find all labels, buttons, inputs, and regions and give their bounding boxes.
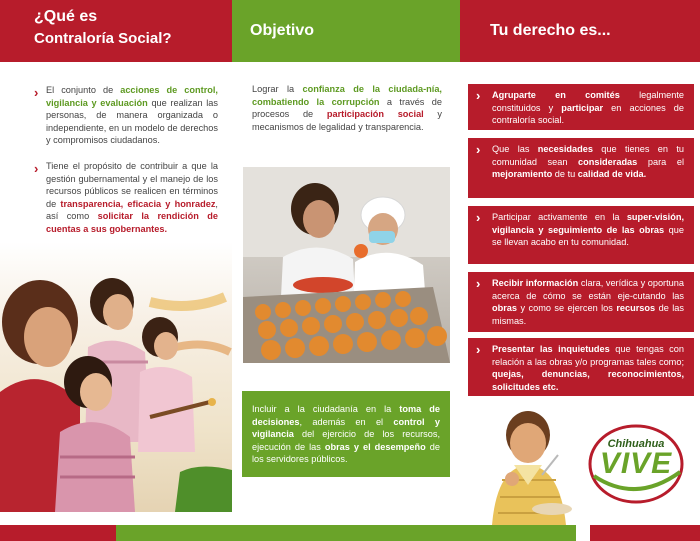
text-segment: recursos — [616, 303, 656, 314]
text-segment: necesidades — [537, 144, 593, 154]
bullet-definition — [46, 84, 218, 147]
text-segment: que se llevan acabo en tu comunidad. — [492, 224, 684, 248]
text-segment: de las mismas. — [492, 303, 684, 326]
text-segment: calidad de vida. — [577, 169, 647, 180]
panel-tu-derecho — [460, 0, 700, 541]
tu-derecho-title: Tu derecho es... — [490, 22, 611, 39]
chevron-icon: › — [34, 161, 39, 176]
chevron-icon: › — [476, 88, 481, 103]
text-segment: El conjunto de — [46, 85, 121, 95]
objetivo-text — [252, 83, 442, 133]
text-segment: participación social — [326, 109, 424, 120]
text-segment: Tiene el propósito de contribuir a que la gestión gubernamental y el manejo de los recursos públicos se realicen en términos de — [46, 161, 218, 209]
text-segment: participar — [561, 102, 604, 113]
chevron-icon: › — [476, 142, 481, 157]
right-item-text — [492, 89, 684, 127]
text-segment: quejas, denuncias, reconocimientos, solicitudes etc. — [492, 369, 684, 392]
panel-objetivo — [232, 0, 460, 541]
text-segment: Recibir información — [492, 278, 579, 288]
right-item-text — [492, 211, 684, 249]
right-item-text — [492, 277, 684, 327]
photo-boy-eating — [472, 405, 582, 525]
text-segment: y como se ejercen los — [517, 303, 617, 314]
title-line1: ¿Qué es — [34, 8, 98, 25]
text-segment: a través de procesos de — [252, 96, 442, 120]
text-segment: Lograr la — [252, 84, 303, 94]
text-segment: solicitar la rendición de cuentas a sus gobernantes. — [46, 211, 219, 234]
text-segment: en acciones de contraloría social. — [492, 102, 685, 126]
header-tu-derecho — [460, 0, 700, 62]
footer-bar-red — [590, 525, 700, 541]
photo-cupcakes — [243, 167, 450, 363]
logo-top-text: Chihuahua — [607, 438, 665, 450]
text-segment: clara, verídica y oportuna acerca de cómo se están eje-cutando las — [492, 278, 684, 301]
text-segment: toma de decisiones — [252, 404, 440, 427]
inclusion-text — [252, 403, 440, 466]
text-segment: legalmente constituidos y — [492, 90, 685, 113]
logo-main-text: VIVE — [599, 447, 673, 480]
text-segment: obras y el desempeño — [324, 441, 426, 452]
text-segment: para el — [637, 156, 684, 167]
text-segment: Incluir a la ciudadanía en la — [252, 404, 400, 414]
title-line2: Contraloría Social? — [34, 30, 172, 47]
chevron-icon: › — [476, 342, 481, 357]
text-segment: Participar activamente en la — [492, 212, 627, 222]
panel-que-es — [0, 0, 232, 541]
text-segment: Que las — [492, 144, 538, 154]
right-item-text — [492, 143, 684, 181]
text-segment: consideradas — [578, 156, 638, 167]
text-segment: mejoramiento — [492, 169, 553, 180]
green-box-inclusion — [242, 391, 450, 477]
right-item-2 — [468, 138, 694, 198]
text-segment: obras — [492, 303, 518, 314]
text-segment: Agruparte en comités — [492, 90, 620, 100]
text-segment: transparencia, eficacia y honradez — [60, 198, 216, 209]
text-segment: Presentar las inquietudes — [492, 344, 610, 354]
text-segment: de tu — [552, 169, 578, 180]
text-segment: de los servidores públicos. — [252, 441, 440, 465]
text-segment: que realizan las personas, de manera organizada o independiente, en un modelo de derechos y compromisos ciudadanos. — [46, 97, 219, 146]
bullet-proposito — [46, 160, 218, 236]
right-item-1 — [468, 84, 694, 130]
photo-children-painting — [0, 242, 232, 512]
right-item-3 — [468, 206, 694, 264]
right-item-4 — [468, 272, 694, 332]
text-segment: del ejercicio de los recursos, ejecución de las — [252, 429, 440, 452]
text-segment: super-visión, vigilancia y seguimiento de las obras — [492, 212, 684, 235]
header-objetivo — [232, 0, 460, 62]
text-segment: control y vigilancia — [252, 416, 440, 440]
chihuahua-vive-logo — [586, 418, 686, 506]
chevron-icon: › — [34, 85, 39, 100]
right-item-5 — [468, 338, 694, 396]
objetivo-title: Objetivo — [250, 22, 315, 39]
right-item-text — [492, 343, 684, 393]
text-segment: acciones de control, vigilancia y evaluación — [46, 85, 218, 108]
text-segment: que tienes en tu comunidad sean — [492, 144, 685, 167]
text-segment: , así como — [46, 198, 218, 222]
chevron-icon: › — [476, 210, 481, 225]
chevron-icon: › — [476, 276, 481, 291]
text-segment: , además en el — [299, 416, 394, 427]
text-segment: confianza de la ciudada-nía, combatiendo la corrupción — [252, 84, 442, 107]
text-segment: y mecanismos de legalidad y transparencia. — [252, 109, 443, 132]
header-que-es — [0, 0, 232, 62]
text-segment: que tengas con relación a las obras y/o programas tales como; — [492, 344, 684, 367]
